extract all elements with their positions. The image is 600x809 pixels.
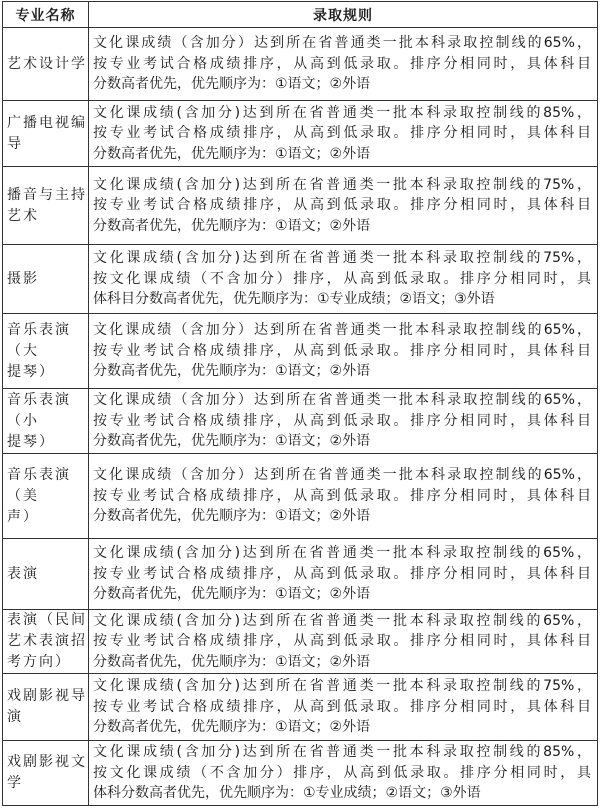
- rule-line: 按专业考试合格成绩排序，从高到低录取。排序分相同时，具体科目: [93, 565, 591, 582]
- header-major-name: 专业名称: [3, 2, 89, 28]
- rule-line: 按专业考试合格成绩排序，从高到低录取。排序分相同时，具体科目: [93, 55, 591, 72]
- major-name-line: 音乐表演（小: [7, 391, 71, 429]
- major-name-line: 声）: [7, 508, 39, 525]
- rule-line: 文化课成绩(含加分)达到所在省普通类一批本科录取控制线的85%，: [93, 104, 591, 121]
- admission-rule-cell: [89, 610, 598, 674]
- rule-line: 文化课成绩(含加分)达到所在省普通类一批本科录取控制线的75%，: [93, 250, 591, 267]
- major-name-line: 音乐表演（美: [7, 466, 71, 504]
- major-name-line: 戏剧影视文: [7, 754, 87, 770]
- header-admission-rule: 录取规则: [89, 2, 598, 28]
- major-name-cell: [3, 389, 89, 454]
- table-header-row: [3, 2, 598, 28]
- table-row: [3, 741, 598, 806]
- major-name-line: 考方向）: [7, 654, 71, 670]
- major-name-line: 提琴）: [7, 433, 55, 450]
- admission-rule-cell: [89, 167, 598, 245]
- major-name-line: 导: [7, 135, 23, 152]
- major-name-cell: [3, 741, 89, 806]
- major-name-cell: [3, 610, 89, 674]
- major-name-line: 艺术表演招: [7, 633, 87, 649]
- rule-line: 按文化课成绩（不含加分）排序，从高到低录取。排序分相同时，具: [93, 764, 591, 781]
- major-name-line: 演: [7, 709, 23, 725]
- major-name-line: 播音与主持: [7, 186, 87, 203]
- major-name-line: 摄影: [7, 270, 39, 287]
- table-row: [3, 245, 598, 314]
- rule-line: 按专业考试合格成绩排序，从高到低录取。排序分相同时，具体科目: [93, 412, 591, 429]
- rule-line: 文化课成绩(含加分)达到所在省普通类一批本科录取控制线的75%，: [93, 678, 591, 695]
- table-row: [3, 28, 598, 101]
- table-row: [3, 167, 598, 245]
- table-row: [3, 674, 598, 741]
- rule-line: 按专业考试合格成绩排序，从高到低录取。排序分相同时，具体科目: [93, 487, 591, 504]
- major-name-line: 艺术设计学: [7, 55, 87, 72]
- rule-line: 体科目分数高者优先，优先顺序为：①专业成绩；②语文；③外语: [93, 291, 495, 308]
- rule-line: 按专业考试合格成绩排序，从高到低录取。排序分相同时，具体科目: [93, 197, 591, 214]
- major-name-cell: [3, 28, 89, 101]
- rule-line: 体科分数高者优先，优先顺序为：①专业成绩；②语文；③外语: [93, 785, 481, 802]
- rule-line: 文化课成绩(含加分)达到所在省普通类一批本科录取控制线的65%，: [93, 545, 591, 562]
- major-name-cell: [3, 539, 89, 610]
- major-name-cell: [3, 674, 89, 741]
- table-row: [3, 539, 598, 610]
- major-name-line: 提琴）: [7, 363, 55, 380]
- rule-line: 文化课成绩（含加分）达到所在省普通类一批本科录取控制线的65%，: [93, 467, 591, 484]
- major-name-cell: [3, 245, 89, 314]
- major-name-line: 音乐表演（大: [7, 321, 71, 359]
- rule-line: 分数高者优先，优先顺序为：①语文；②外语: [93, 586, 371, 603]
- rule-line: 文化课成绩（含加分）达到所在省普通类一批本科录取控制线的65%，: [93, 35, 591, 52]
- rule-line: 文化课成绩(含加分)达到所在省普通类一批本科录取控制线的75%，: [93, 176, 591, 193]
- rule-line: 分数高者优先，优先顺序为：①语文；②外语: [93, 433, 371, 450]
- major-name-line: 广播电视编: [7, 114, 87, 131]
- major-name-line: 学: [7, 775, 23, 791]
- admission-rule-cell: [89, 741, 598, 806]
- admission-rule-cell: [89, 389, 598, 454]
- table-row: [3, 101, 598, 167]
- major-name-cell: [3, 101, 89, 167]
- admission-rule-cell: [89, 101, 598, 167]
- major-name-line: 艺术: [7, 207, 39, 224]
- rule-line: 按文化课成绩（不含加分）排序，从高到低录取。排序分相同时，具: [93, 270, 591, 287]
- admission-rule-cell: [89, 314, 598, 389]
- rule-line: 文化课成绩(含加分)达到所在省普通类一批本科录取控制线的85%，: [93, 744, 591, 761]
- table-body: [3, 28, 598, 806]
- rule-line: 按专业考试合格成绩排序，从高到低录取。排序分相同时，具体科目: [93, 633, 591, 650]
- admission-rule-cell: [89, 539, 598, 610]
- admission-rule-cell: [89, 28, 598, 101]
- major-name-cell: [3, 454, 89, 539]
- table-row: [3, 454, 598, 539]
- major-name-line: 表演: [7, 565, 39, 582]
- rule-line: 按专业考试合格成绩排序，从高到低录取。排序分相同时，具体科目: [93, 342, 591, 359]
- rule-line: 分数高者优先，优先顺序为：①语文；②外语: [93, 719, 371, 736]
- admission-rule-cell: [89, 454, 598, 539]
- rule-line: 文化课成绩（含加分）达到所在省普通类一批本科录取控制线的65%，: [93, 322, 591, 339]
- rule-line: 分数高者优先，优先顺序为：①语文；②外语: [93, 145, 371, 162]
- rule-line: 文化课成绩（含加分）达到所在省普通类一批本科录取控制线的65%，: [93, 392, 591, 409]
- rule-line: 分数高者优先，优先顺序为：①语文；②外语: [93, 217, 371, 234]
- major-name-cell: [3, 314, 89, 389]
- major-name-line: 表演（民间: [7, 612, 87, 628]
- rule-line: 按专业考试合格成绩排序，从高到低录取。排序分相同时，具体科目: [93, 698, 591, 715]
- rule-line: 分数高者优先，优先顺序为：①语文；②外语: [93, 76, 371, 93]
- rule-line: 分数高者优先，优先顺序为：①语文；②外语: [93, 653, 371, 670]
- rule-line: 文化课成绩(含加分)达到所在省普通类一批本科录取控制线的65%，: [93, 612, 591, 629]
- admission-rule-cell: [89, 674, 598, 741]
- rule-line: 按专业考试合格成绩排序，从高到低录取。排序分相同时，具体科目: [93, 125, 591, 142]
- admission-rule-cell: [89, 245, 598, 314]
- rule-line: 分数高者优先，优先顺序为：①语文；②外语: [93, 363, 371, 380]
- rule-line: 分数高者优先，优先顺序为：①语文；②外语: [93, 508, 371, 525]
- table-row: [3, 314, 598, 389]
- major-name-cell: [3, 167, 89, 245]
- admission-rules-table: [2, 1, 598, 806]
- major-name-line: 戏剧影视导: [7, 688, 87, 704]
- table-row: [3, 610, 598, 674]
- table-row: [3, 389, 598, 454]
